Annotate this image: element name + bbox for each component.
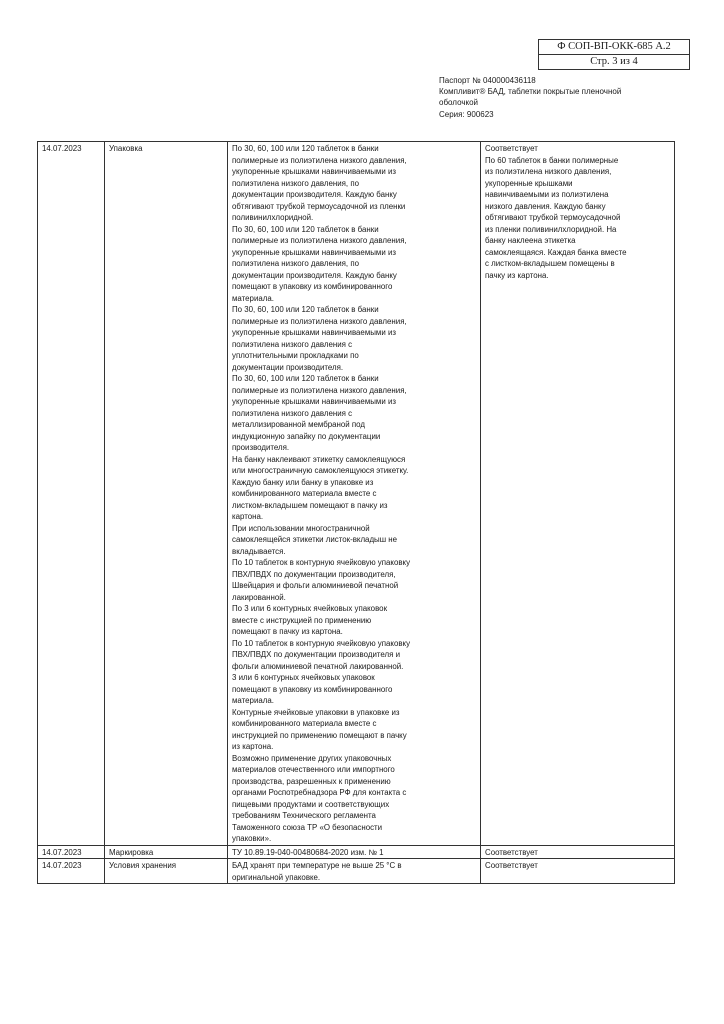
requirement-paragraph: На банку наклеивают этикетку самоклеящуюся или многостраничную самоклеящуюся этикетку. Каждую банку или банку в упаковке из комбинированного материала вместе с листком-вкладышем помещают в пачку из картона. (232, 454, 409, 521)
requirement-paragraph: По 10 таблеток в контурную ячейковую упаковку ПВХ/ПВДХ по документации производителя и фольги алюминиевой печатной лакированной. 3 или 6 контурных ячейковых упаковок помещают в упаковку из комбинированного материала. (232, 638, 411, 705)
cell-result (481, 142, 675, 846)
product-name-line2: оболочкой (439, 98, 479, 108)
cell-date: 14.07.2023 (38, 859, 105, 884)
cell-indicator-name: Условия хранения (105, 859, 228, 884)
passport-block (439, 75, 621, 120)
result-paragraph: По 60 таблеток в банки полимерные из полиэтилена низкого давления, укупоренные крышками навинчиваемыми из полиэтилена низкого давления. Каждую банку обтягивают трубкой термоусадочной из пленки поливинилхлоридной. На банку наклеена этикетка самоклеящаяся. Каждая банка вместе с листком-вкладышем помещены в пачку из картона. (485, 155, 627, 280)
requirement-paragraph: Возможно применение других упаковочных материалов отечественного или импортного производства, разрешенных к применению органами Роспотребнадзора РФ для контакта с пищевыми продуктами и соответствующих требованиям Технического регламента Таможенного союза ТР «О безопасности упаковки». (232, 753, 407, 843)
document-code-box (538, 39, 690, 70)
requirement-paragraph: По 30, 60, 100 или 120 таблеток в банки полимерные из полиэтилена низкого давления, укупоренные крышками навинчиваемыми из полиэтилена низкого давления с уплотнительными прокладками по документации производителя. (232, 305, 407, 372)
cell-indicator-name: Упаковка (105, 142, 228, 846)
requirement-paragraph: По 10 таблеток в контурную ячейковую упаковку ПВХ/ПВДХ по документации производителя, Швейцария и фольги алюминиевой печатной лакированной. (232, 558, 411, 602)
requirement-paragraph: При использовании многостраничной самоклеящейся этикетки листок-вкладыш не вкладывается. (232, 523, 397, 556)
cell-requirement (228, 845, 481, 859)
cell-requirement (228, 859, 481, 884)
result-paragraph: Соответствует (485, 144, 538, 153)
product-name-line1: Компливит® БАД, таблетки покрытые пленочной (439, 87, 622, 97)
result-paragraph: Соответствует (485, 861, 538, 870)
document-code: Ф СОП-ВП-ОКК-685 А.2 (539, 40, 689, 55)
result-paragraph: Соответствует (485, 847, 538, 857)
cell-date: 14.07.2023 (38, 845, 105, 859)
requirement-paragraph: БАД хранят при температуре не выше 25 °С в оригинальной упаковке. (232, 861, 402, 882)
requirement-paragraph: По 3 или 6 контурных ячейковых упаковок вместе с инструкцией по применению помещают в пачку из картона. (232, 604, 388, 636)
cell-indicator-name: Маркировка (105, 845, 228, 859)
requirement-paragraph: Контурные ячейковые упаковки в упаковке из комбинированного материала вместе с инструкцией по применению помещают в пачку из картона. (232, 707, 407, 751)
cell-result (481, 859, 675, 884)
requirement-paragraph: По 30, 60, 100 или 120 таблеток в банки полимерные из полиэтилена низкого давления, укупоренные крышками навинчиваемыми из полиэтилена низкого давления, по документации производителя. Каждую банку помещают в упаковку из комбинированного материала. (232, 224, 407, 303)
results-table (37, 141, 675, 884)
cell-date: 14.07.2023 (38, 142, 105, 846)
page-number: Стр. 3 из 4 (590, 56, 638, 67)
requirement-paragraph: По 30, 60, 100 или 120 таблеток в банки полимерные из полиэтилена низкого давления, укупоренные крышками навинчиваемыми из полиэтилена низкого давления, по документации производителя. Каждую банку обтягивают трубкой термоусадочной из пленки поливинилхлоридной. (232, 144, 407, 222)
requirement-paragraph: По 30, 60, 100 или 120 таблеток в банки полимерные из полиэтилена низкого давления, укупоренные крышками навинчиваемыми из полиэтилена низкого давления с металлизированной мембраной под индукционную запайку по документации производителя. (232, 374, 407, 452)
table-row (38, 845, 675, 859)
series-number: Серия: 900623 (439, 109, 494, 119)
table-row (38, 859, 675, 884)
passport-number: Паспорт № 040000436118 (439, 76, 536, 85)
requirement-paragraph: ТУ 10.89.19-040-00480684-2020 изм. № 1 (232, 847, 384, 857)
table-row (38, 142, 675, 846)
cell-result (481, 845, 675, 859)
cell-requirement (228, 142, 481, 846)
